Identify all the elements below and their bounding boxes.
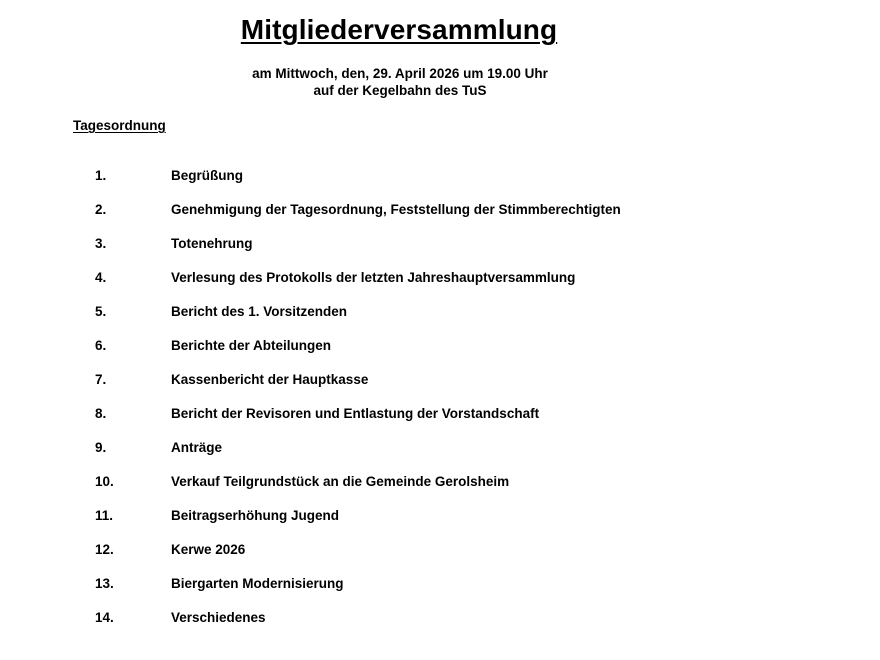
agenda-item-number: 1. xyxy=(95,168,107,183)
agenda-item xyxy=(0,236,880,270)
agenda-item xyxy=(0,542,880,576)
agenda-item-text: Kerwe 2026 xyxy=(171,542,246,557)
agenda-item-number: 3. xyxy=(95,236,107,251)
agenda-item xyxy=(0,270,880,304)
agenda-item xyxy=(0,610,880,644)
agenda-item-text: Begrüßung xyxy=(171,168,243,183)
agenda-item-text: Verlesung des Protokolls der letzten Jahreshauptversammlung xyxy=(171,270,576,285)
agenda-item-number: 14. xyxy=(95,610,114,625)
agenda-item-text: Kassenbericht der Hauptkasse xyxy=(171,372,369,387)
agenda-item-number: 10. xyxy=(95,474,114,489)
agenda-item xyxy=(0,440,880,474)
agenda-item xyxy=(0,406,880,440)
agenda-item-text: Verschiedenes xyxy=(171,610,266,625)
meeting-date-line: am Mittwoch, den, 29. April 2026 um 19.00 Uhr xyxy=(252,66,548,81)
agenda-item-text: Berichte der Abteilungen xyxy=(171,338,332,353)
agenda-item-text: Totenehrung xyxy=(171,236,253,251)
meeting-location-line: auf der Kegelbahn des TuS xyxy=(313,83,487,98)
agenda-item xyxy=(0,168,880,202)
document-title: Mitgliederversammlung xyxy=(240,14,558,45)
agenda-item-text: Anträge xyxy=(171,440,223,455)
agenda-item xyxy=(0,202,880,236)
agenda-item xyxy=(0,372,880,406)
agenda-item-number: 11. xyxy=(95,508,114,523)
agenda-item-number: 6. xyxy=(95,338,107,353)
agenda-item xyxy=(0,474,880,508)
agenda-item-text: Genehmigung der Tagesordnung, Feststellung der Stimmberechtigten xyxy=(171,202,621,217)
agenda-item xyxy=(0,338,880,372)
agenda-item-number: 7. xyxy=(95,372,107,387)
agenda-item xyxy=(0,304,880,338)
agenda-item-text: Verkauf Teilgrundstück an die Gemeinde Gerolsheim xyxy=(171,474,510,489)
agenda-heading: Tagesordnung xyxy=(73,118,166,133)
agenda-item-text: Bericht des 1. Vorsitzenden xyxy=(171,304,348,319)
agenda-list xyxy=(0,168,880,644)
agenda-item-text: Biergarten Modernisierung xyxy=(171,576,344,591)
agenda-item-number: 9. xyxy=(95,440,107,455)
agenda-item-number: 2. xyxy=(95,202,107,217)
agenda-item-number: 4. xyxy=(95,270,107,285)
agenda-item-number: 8. xyxy=(95,406,107,421)
agenda-item xyxy=(0,508,880,542)
agenda-item-number: 13. xyxy=(95,576,114,591)
agenda-item xyxy=(0,576,880,610)
agenda-item-text: Beitragserhöhung Jugend xyxy=(171,508,340,523)
agenda-item-number: 5. xyxy=(95,304,107,319)
agenda-item-number: 12. xyxy=(95,542,114,557)
agenda-item-text: Bericht der Revisoren und Entlastung der Vorstandschaft xyxy=(171,406,540,421)
